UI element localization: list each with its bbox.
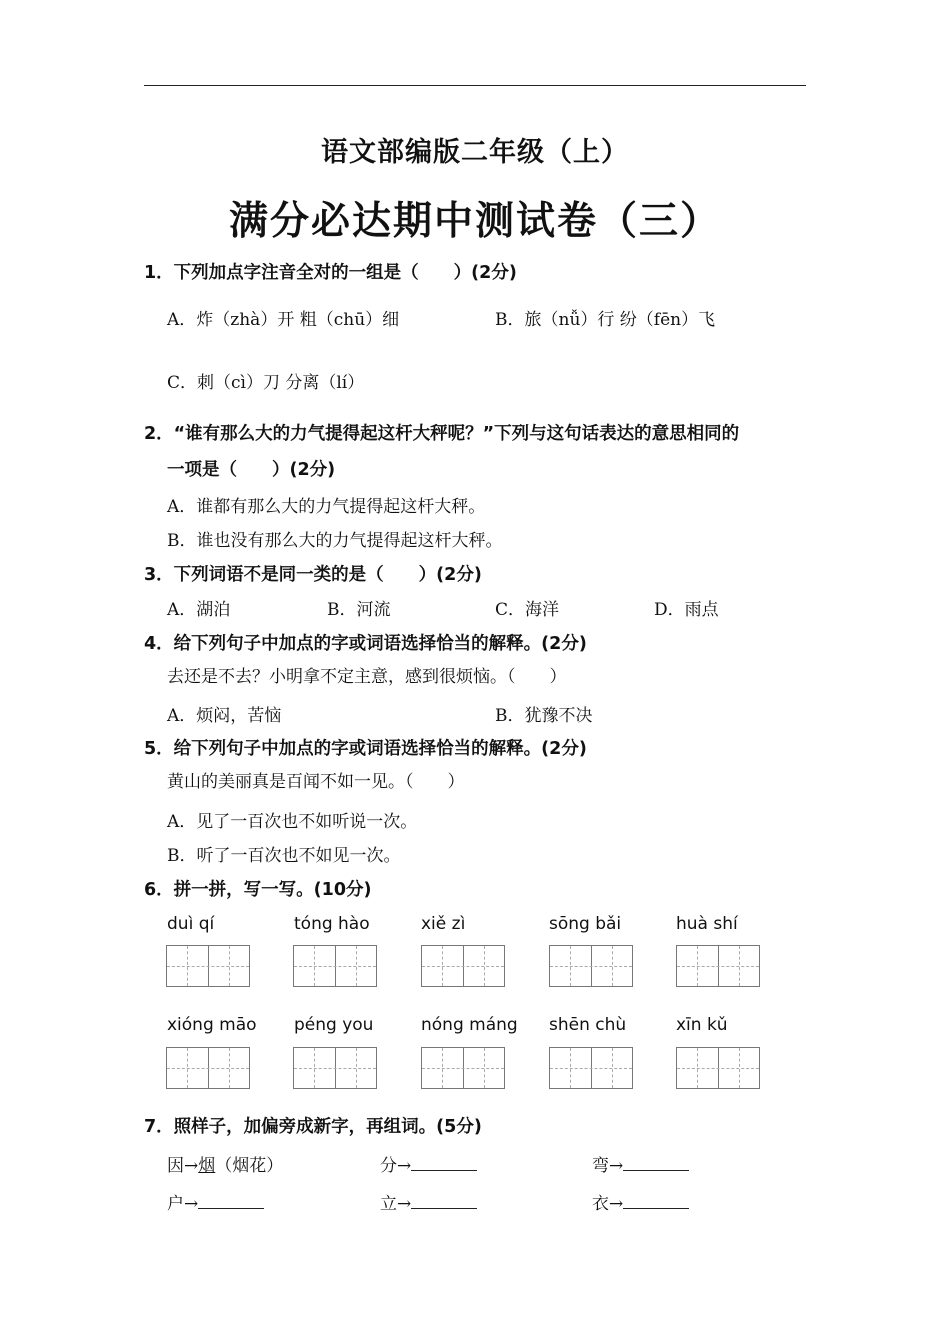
question-3-option-a: A．湖泊 (167, 600, 231, 620)
question-5-sentence: 黄山的美丽真是百闻不如一见。（ ） (167, 772, 465, 792)
example-word: （烟花） (215, 1156, 284, 1176)
radical-item (380, 1189, 477, 1214)
question-3-option-d: D．雨点 (654, 600, 719, 620)
question-4-option-a: A．烦闷，苦恼 (167, 706, 282, 726)
question-1-stem: 1．下列加点字注音全对的一组是（ ）(2分) (144, 263, 517, 283)
example-base: 因→ (167, 1156, 199, 1176)
writing-grid[interactable] (293, 945, 377, 987)
pinyin-label: péng you (294, 1015, 374, 1035)
writing-grid[interactable] (421, 945, 505, 987)
radical-base: 衣→ (592, 1194, 624, 1214)
pinyin-label: sōng bǎi (549, 914, 622, 934)
example-item (167, 1151, 283, 1176)
radical-base: 立→ (380, 1194, 412, 1214)
question-7-stem: 7．照样子，加偏旁成新字，再组词。(5分) (144, 1117, 482, 1137)
question-1-option-a: A．炸（zhà）开 粗（chū）细 (167, 310, 400, 330)
answer-blank[interactable] (411, 1194, 477, 1209)
question-3-stem: 3．下列词语不是同一类的是（ ）(2分) (144, 565, 482, 585)
writing-grid[interactable] (421, 1047, 505, 1089)
question-1-option-c: C．刺（cì）刀 分离（lí） (167, 373, 365, 393)
question-5-stem: 5．给下列句子中加点的字或词语选择恰当的解释。(2分) (144, 739, 587, 759)
writing-grid[interactable] (549, 1047, 633, 1089)
radical-base: 弯→ (592, 1156, 624, 1176)
question-2-option-b: B．谁也没有那么大的力气提得起这杆大秤。 (167, 531, 503, 551)
question-4-stem: 4．给下列句子中加点的字或词语选择恰当的解释。(2分) (144, 634, 587, 654)
writing-grid[interactable] (676, 1047, 760, 1089)
question-2-stem-line1: 2．“谁有那么大的力气提得起这杆大秤呢？”下列与这句话表达的意思相同的 (144, 424, 740, 444)
radical-base: 分→ (380, 1156, 412, 1176)
exam-title: 满分必达期中测试卷（三） (228, 199, 721, 244)
answer-blank[interactable] (623, 1156, 689, 1171)
question-1-option-b: B．旅（nǚ）行 纷（fēn）飞 (495, 310, 716, 330)
pinyin-label: huà shí (676, 914, 738, 934)
radical-item (380, 1151, 477, 1176)
writing-grid[interactable] (293, 1047, 377, 1089)
exam-subtitle: 语文部编版二年级（上） (321, 137, 629, 168)
pinyin-label: tóng hào (294, 914, 370, 934)
question-3-option-b: B．河流 (327, 600, 391, 620)
pinyin-label: nóng máng (421, 1015, 518, 1035)
pinyin-label: duì qí (167, 914, 215, 934)
pinyin-label: shēn chù (549, 1015, 627, 1035)
question-3-option-c: C．海洋 (495, 600, 560, 620)
example-new-char: 烟 (198, 1156, 216, 1176)
pinyin-label: xióng māo (167, 1015, 257, 1035)
radical-base: 户→ (167, 1194, 199, 1214)
pinyin-label: xiě zì (421, 914, 466, 934)
question-2-option-a: A．谁都有那么大的力气提得起这杆大秤。 (167, 497, 486, 517)
answer-blank[interactable] (623, 1194, 689, 1209)
question-4-sentence: 去还是不去？小明拿不定主意，感到很烦恼。（ ） (167, 667, 567, 687)
radical-item (592, 1189, 689, 1214)
writing-grid[interactable] (676, 945, 760, 987)
question-2-stem-line2: 一项是（ ）(2分) (167, 460, 336, 480)
pinyin-label: xīn kǔ (676, 1015, 728, 1035)
writing-grid[interactable] (549, 945, 633, 987)
question-5-option-a: A．见了一百次也不如听说一次。 (167, 812, 418, 832)
answer-blank[interactable] (198, 1194, 264, 1209)
answer-blank[interactable] (411, 1156, 477, 1171)
question-4-option-b: B．犹豫不决 (495, 706, 593, 726)
question-5-option-b: B．听了一百次也不如见一次。 (167, 846, 401, 866)
writing-grid[interactable] (166, 945, 250, 987)
question-6-stem: 6．拼一拼，写一写。(10分) (144, 880, 372, 900)
radical-item (592, 1151, 689, 1176)
writing-grid[interactable] (166, 1047, 250, 1089)
radical-item (167, 1189, 264, 1214)
header-rule (144, 85, 806, 86)
